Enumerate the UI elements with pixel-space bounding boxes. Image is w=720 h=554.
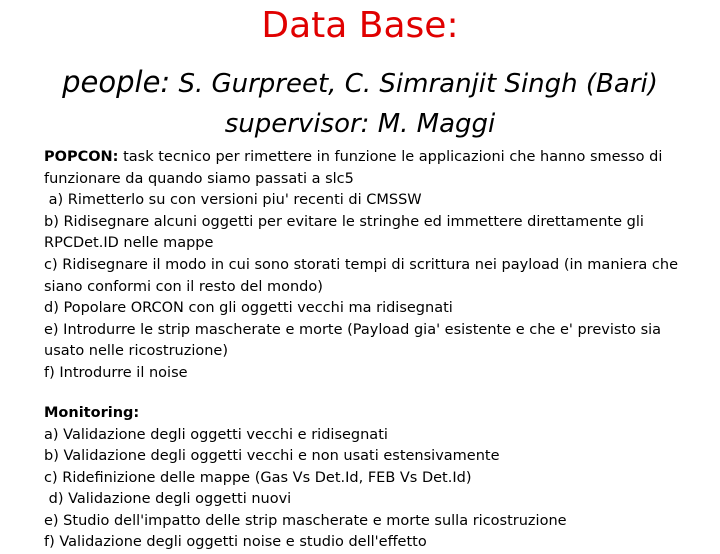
people-label: people: — [62, 65, 171, 99]
popcon-item-d: d) Popolare ORCON con gli oggetti vecchi ma ridisegnati — [44, 300, 453, 317]
people-line — [0, 62, 720, 104]
monitoring-item-e: e) Studio dell'impatto delle strip mascherate e morte sulla ricostruzione — [44, 512, 567, 529]
people-names: S. Gurpreet, C. Simranjit Singh (Bari) — [170, 69, 658, 99]
monitoring-item-f: f) Validazione degli oggetti noise e studio dell'effetto — [44, 534, 427, 550]
monitoring-item-f-clipped — [44, 533, 684, 550]
monitoring-item-c: c) Ridefinizione delle mappe (Gas Vs Det.Id, FEB Vs Det.Id) — [44, 469, 472, 486]
popcon-item-b: b) Ridisegnare alcuni oggetti per evitare le stringhe ed immettere direttamente gli RPCDet.ID nelle mappe — [44, 213, 644, 252]
monitoring-item-d: d) Validazione degli oggetti nuovi — [44, 491, 292, 508]
slide-title: Data Base: — [261, 5, 459, 46]
monitoring-heading: Monitoring: — [44, 405, 140, 421]
popcon-intro — [44, 147, 684, 190]
popcon-section — [44, 147, 684, 385]
popcon-heading: POPCON: — [44, 149, 119, 165]
monitoring-item-b: b) Validazione degli oggetti vecchi e non usati estensivamente — [44, 448, 500, 465]
popcon-intro-text: task tecnico per rimettere in funzione le applicazioni che hanno smesso di funzionare da quando siamo passati a slc5 — [44, 149, 663, 187]
monitoring-item-a: a) Validazione degli oggetti vecchi e ridisegnati — [44, 426, 388, 443]
supervisor-line: supervisor: M. Maggi — [224, 109, 496, 139]
popcon-item-c: c) Ridisegnare il modo in cui sono storati tempi di scrittura nei payload (in maniera che siano conformi con il resto del mondo) — [44, 256, 678, 295]
monitoring-section — [44, 403, 684, 533]
popcon-item-a: a) Rimetterlo su con versioni piu' recenti di CMSSW — [44, 192, 422, 209]
popcon-item-f: f) Introdurre il noise — [44, 364, 188, 381]
popcon-item-e: e) Introdurre le strip mascherate e morte (Payload gia' esistente e che e' previsto sia usato nelle ricostruzione) — [44, 321, 662, 360]
